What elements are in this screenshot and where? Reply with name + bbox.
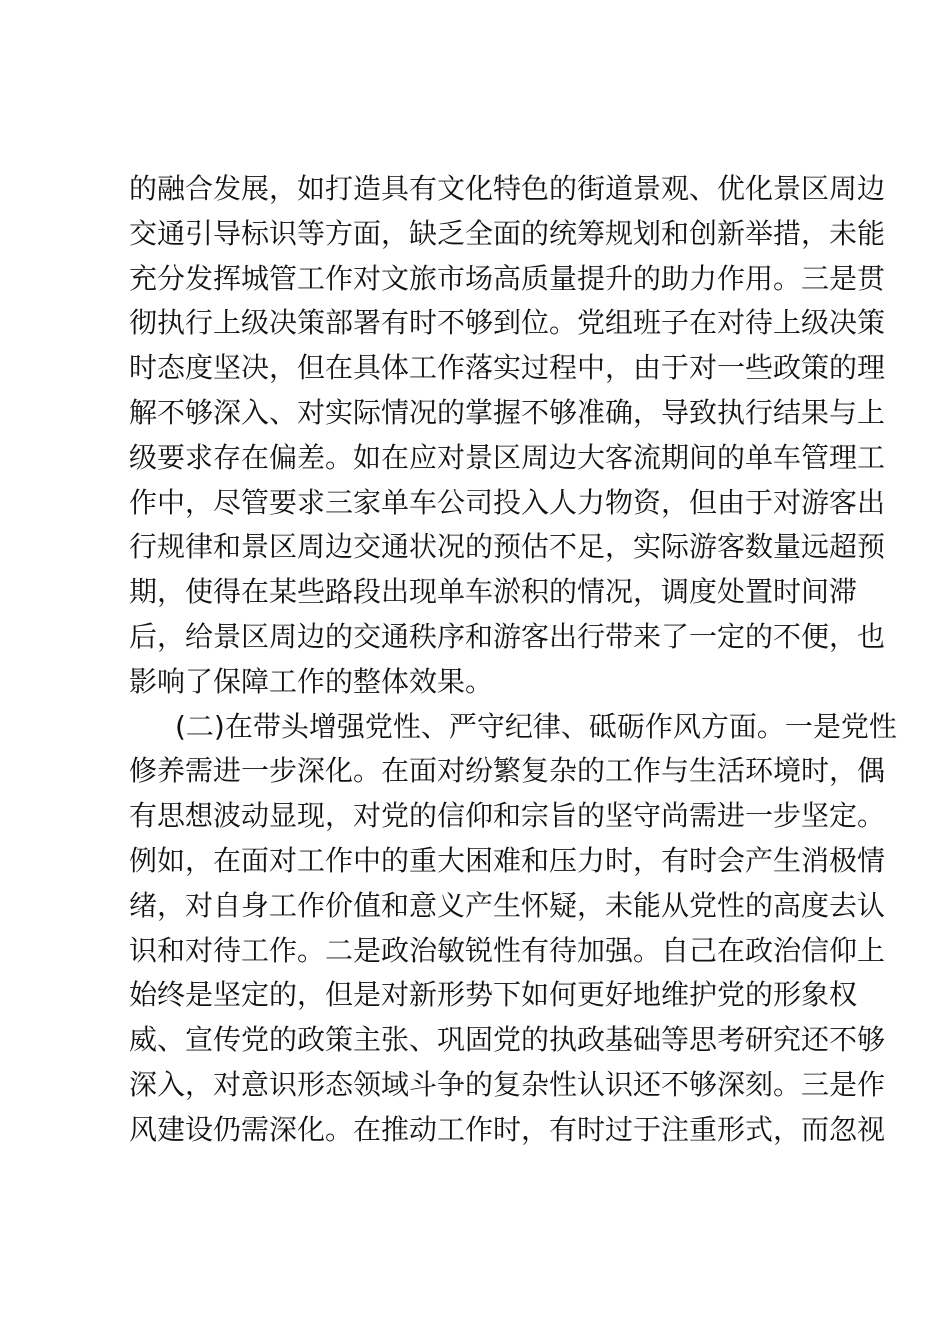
text-line: 有思想波动显现，对党的信仰和宗旨的坚守尚需进一步坚定。 (129, 799, 886, 833)
text-line: 级要求存在偏差。如在应对景区周边大客流期间的单车管理工 (129, 440, 886, 474)
document-body (129, 167, 897, 1153)
text-line: 的融合发展，如打造具有文化特色的街道景观、优化景区周边 (129, 172, 886, 205)
text-line: 解不够深入、对实际情况的掌握不够准确，导致执行结果与上 (129, 395, 886, 429)
text-line: 绪，对自身工作价值和意义产生怀疑，未能从党性的高度去认 (129, 888, 886, 922)
section-heading-line: (二)在带头增强党性、严守纪律、砥砺作风方面。一是党性 (175, 709, 897, 743)
text-line: 行规律和景区周边交通状况的预估不足，实际游客数量远超预 (129, 530, 886, 564)
text-line: 后，给景区周边的交通秩序和游客出行带来了一定的不便，也 (129, 619, 886, 653)
text-line: 交通引导标识等方面，缺乏全面的统筹规划和创新举措，未能 (129, 216, 886, 250)
text-line: 彻执行上级决策部署有时不够到位。党组班子在对待上级决策 (129, 306, 886, 340)
text-line: 修养需进一步深化。在面对纷繁复杂的工作与生活环境时，偶 (129, 754, 886, 788)
text-line: 深入，对意识形态领域斗争的复杂性认识还不够深刻。三是作 (129, 1067, 886, 1101)
text-line: 风建设仍需深化。在推动工作时，有时过于注重形式，而忽视 (129, 1112, 886, 1146)
text-line: 时态度坚决，但在具体工作落实过程中，由于对一些政策的理 (129, 351, 886, 385)
text-line: 充分发挥城管工作对文旅市场高质量提升的助力作用。三是贯 (129, 261, 886, 295)
text-line: 期，使得在某些路段出现单车淤积的情况，调度处置时间滞 (129, 575, 858, 609)
text-line: 威、宣传党的政策主张、巩固党的执政基础等思考研究还不够 (129, 1023, 886, 1057)
text-line: 始终是坚定的，但是对新形势下如何更好地维护党的形象权 (129, 978, 858, 1012)
text-line: 影响了保障工作的整体效果。 (129, 664, 494, 698)
text-line: 例如，在面对工作中的重大困难和压力时，有时会产生消极情 (129, 843, 886, 877)
text-line: 作中，尽管要求三家单车公司投入人力物资，但由于对游客出 (129, 485, 886, 519)
text-line: 识和对待工作。二是政治敏锐性有待加强。自己在政治信仰上 (129, 933, 886, 967)
